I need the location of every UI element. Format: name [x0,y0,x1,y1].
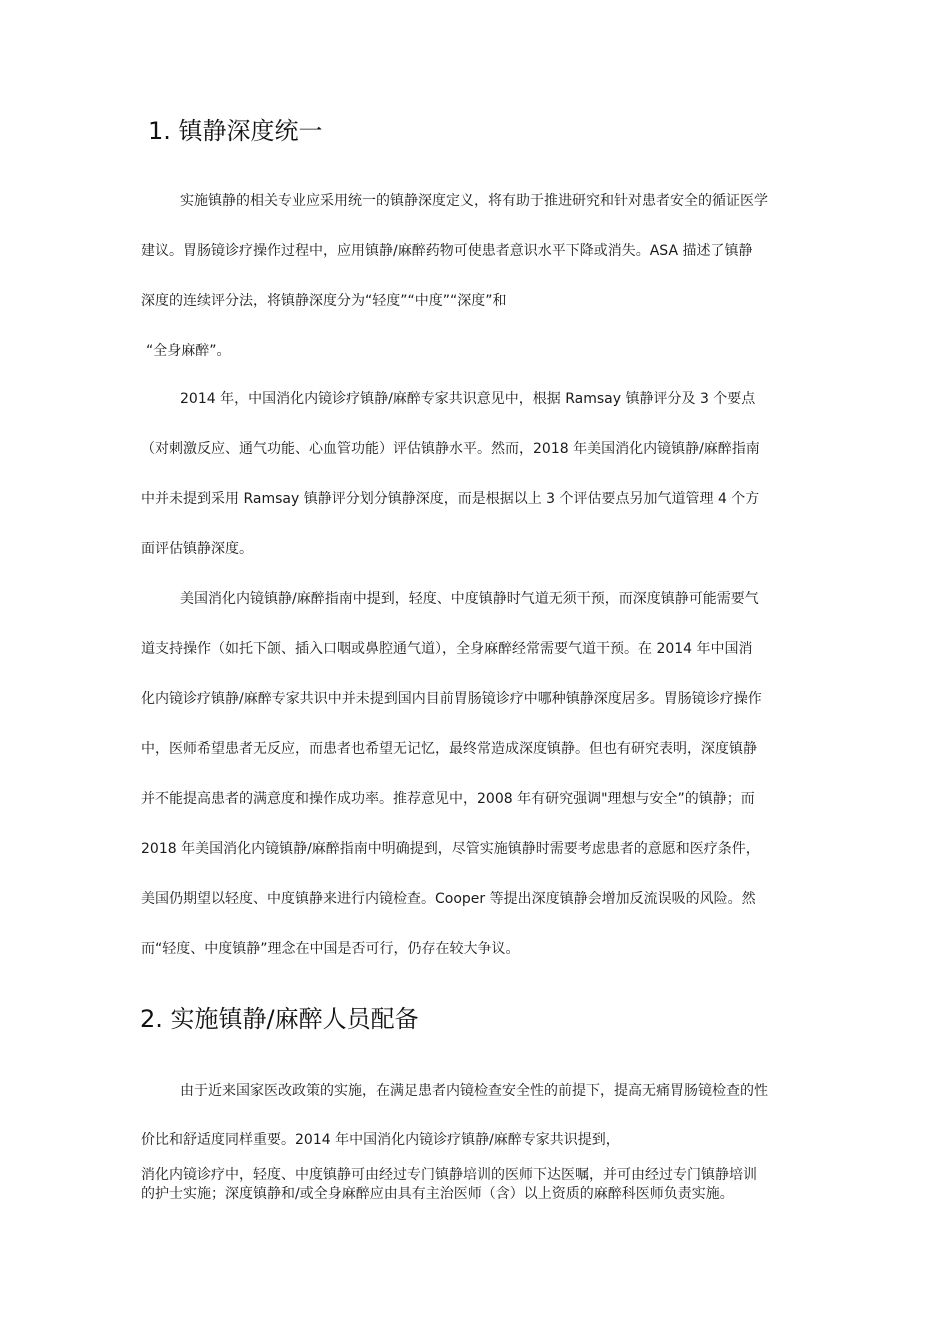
section-1-line-11: 化内镜诊疗镇静/麻醉专家共识中并未提到国内目前胃肠镜诊疗中哪种镇静深度居多。胃肠镜诊疗操作 [141,691,762,707]
section-1-line-15: 美国仍期望以轻度、中度镇静来进行内镜检查。Cooper 等提出深度镇静会增加反流误吸的风险。然 [141,891,756,907]
section-1-line-5: 2014 年，中国消化内镜诊疗镇静/麻醉专家共识意见中，根据 Ramsay 镇静评分及 3 个要点 [180,391,756,407]
section-1-line-8: 面评估镇静深度。 [141,541,253,557]
section-1-line-10: 道支持操作（如托下颌、插入口咽或鼻腔通气道），全身麻醉经常需要气道干预。在 2014 年中国消 [141,641,753,657]
section-1-line-4: “全身麻醉”。 [146,343,231,359]
section-2-line-2: 价比和舒适度同样重要。2014 年中国消化内镜诊疗镇静/麻醉专家共识提到， [141,1132,620,1148]
section-1-line-7: 中并未提到采用 Ramsay 镇静评分划分镇静深度，而是根据以上 3 个评估要点另加气道管理 4 个方 [141,491,760,507]
section-1-line-6: （对刺激反应、通气功能、心血管功能）评估镇静水平。然而，2018 年美国消化内镜镇静/麻醉指南 [141,441,760,457]
section-1-heading: 1. 镇静深度统一 [148,117,323,145]
section-1-line-12: 中，医师希望患者无反应，而患者也希望无记忆，最终常造成深度镇静。但也有研究表明，深度镇静 [141,741,757,757]
section-1-line-14: 2018 年美国消化内镜镇静/麻醉指南中明确提到，尽管实施镇静时需要考虑患者的意愿和医疗条件， [141,841,760,857]
section-1-line-13: 并不能提高患者的满意度和操作成功率。推荐意见中，2008 年有研究强调"理想与安全”的镇静；而 [141,791,755,807]
section-1-line-3: 深度的连续评分法，将镇静深度分为“轻度”“中度”“深度”和 [141,293,507,309]
section-1-line-16: 而“轻度、中度镇静”理念在中国是否可行，仍存在较大争议。 [141,941,520,957]
section-2-line-4: 的护士实施；深度镇静和/或全身麻醉应由具有主治医师（含）以上资质的麻醉科医师负责实施。 [141,1186,734,1202]
section-2-heading: 2. 实施镇静/麻醉人员配备 [140,1005,419,1033]
section-2-line-3: 消化内镜诊疗中，轻度、中度镇静可由经过专门镇静培训的医师下达医嘱，并可由经过专门镇静培训 [141,1167,757,1183]
section-1-line-1: 实施镇静的相关专业应采用统一的镇静深度定义，将有助于推进研究和针对患者安全的循证医学 [180,193,768,209]
section-1-line-9: 美国消化内镜镇静/麻醉指南中提到，轻度、中度镇静时气道无须干预，而深度镇静可能需要气 [180,591,759,607]
section-2-line-1: 由于近来国家医改政策的实施，在满足患者内镜检查安全性的前提下，提高无痛胃肠镜检查的性 [180,1083,768,1099]
section-1-line-2: 建议。胃肠镜诊疗操作过程中，应用镇静/麻醉药物可使患者意识水平下降或消失。ASA 描述了镇静 [141,243,753,259]
